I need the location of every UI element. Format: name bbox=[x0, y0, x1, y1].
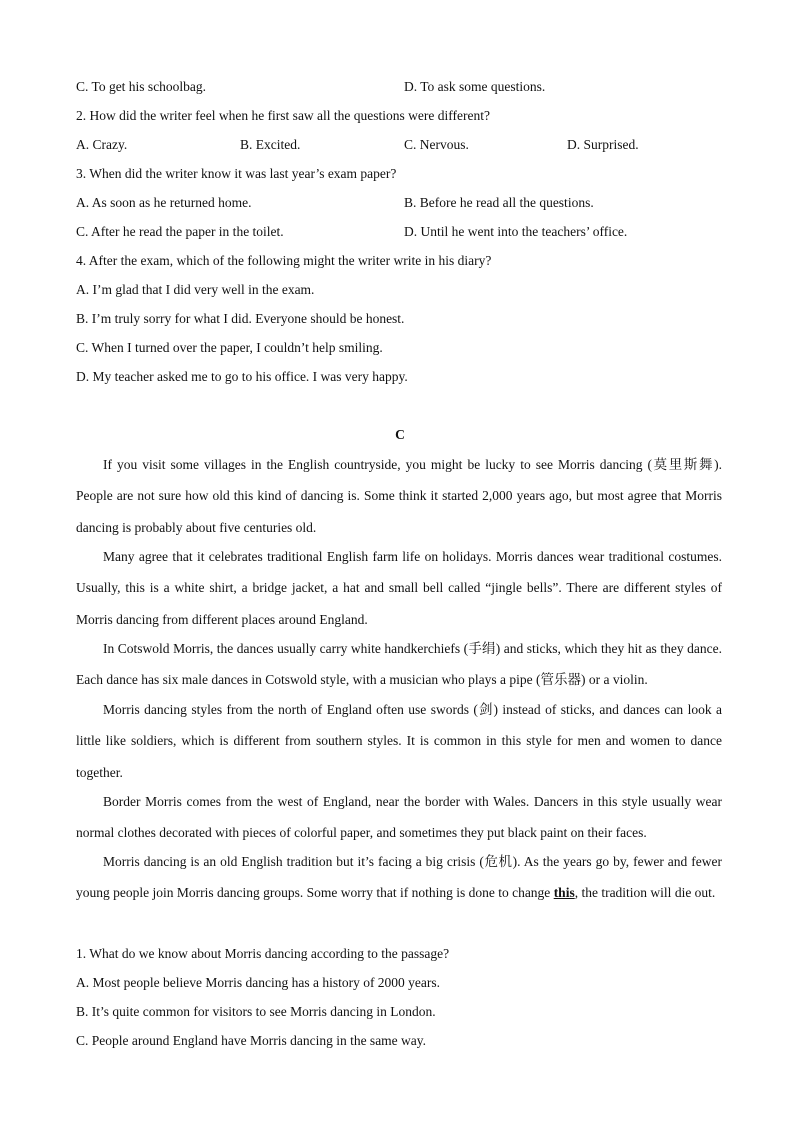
question-3-option-b: B. Before he read all the questions. bbox=[404, 195, 594, 210]
c-question-1-stem: 1. What do we know about Morris dancing according to the passage? bbox=[76, 946, 450, 961]
question-4-option-d: D. My teacher asked me to go to his office. I was very happy. bbox=[76, 369, 408, 384]
passage-paragraph bbox=[76, 694, 722, 788]
question-3-option-d: D. Until he went into the teachers’ office. bbox=[404, 224, 628, 239]
question-4-option-a: A. I’m glad that I did very well in the exam. bbox=[76, 282, 315, 297]
question-3-option-c: C. After he read the paper in the toilet. bbox=[76, 224, 284, 239]
passage-paragraph bbox=[76, 633, 722, 696]
passage-paragraph-last bbox=[76, 846, 722, 909]
paragraph-text: Many agree that it celebrates traditional English farm life on holidays. Morris dances wear traditional costumes. Usually, this is a white shirt, a bridge jacket, a hat and small bell called “jingle bells”. There are different styles of Morris dancing from different places around England. bbox=[76, 549, 722, 627]
c-question-1-option-b: B. It’s quite common for visitors to see Morris dancing in London. bbox=[76, 1004, 436, 1019]
paragraph-text: Border Morris comes from the west of England, near the border with Wales. Dancers in this style usually wear normal clothes decorated with pieces of colorful paper, and sometimes they put black paint on their faces. bbox=[76, 794, 722, 841]
question-4-stem: 4. After the exam, which of the following might the writer write in his diary? bbox=[76, 253, 492, 268]
paragraph-text: Morris dancing styles from the north of England often use swords (剑) instead of sticks, and dances can look a little like soldiers, which is different from southern styles. It is common in this style for men and women to dance together. bbox=[76, 702, 722, 780]
question-2-option-a: A. Crazy. bbox=[76, 137, 128, 152]
paragraph-text: Morris dancing is an old English tradition but it’s facing a big crisis (危机). As the years go by, fewer and fewer young people join Morris dancing groups. Some worry that if nothing is done to change bbox=[76, 854, 722, 901]
c-question-1-option-c: C. People around England have Morris dancing in the same way. bbox=[76, 1033, 427, 1048]
c-question-1-option-a: A. Most people believe Morris dancing has a history of 2000 years. bbox=[76, 975, 441, 990]
paragraph-text-end: , the tradition will die out. bbox=[574, 885, 716, 901]
section-heading: C bbox=[395, 427, 405, 442]
question-4-option-b: B. I’m truly sorry for what I did. Everyone should be honest. bbox=[76, 311, 405, 326]
passage-paragraph bbox=[76, 541, 722, 635]
passage-paragraph bbox=[76, 786, 722, 849]
passage-paragraph bbox=[76, 449, 722, 543]
paragraph-text: If you visit some villages in the English countryside, you might be lucky to see Morris dancing (莫里斯舞). People are not sure how old this kind of dancing is. Some think it started 2,000 years ago, but most agree that Morris dancing is probably about five centuries old. bbox=[76, 457, 722, 535]
question-3-stem: 3. When did the writer know it was last year’s exam paper? bbox=[76, 166, 397, 181]
question-2-option-d: D. Surprised. bbox=[567, 137, 639, 152]
question-2-stem: 2. How did the writer feel when he first saw all the questions were different? bbox=[76, 108, 490, 123]
option-q1-d: D. To ask some questions. bbox=[404, 79, 546, 94]
paragraph-text: In Cotswold Morris, the dances usually carry white handkerchiefs (手绢) and sticks, which they hit as they dance. Each dance has six male dances in Cotswold style, with a musician who plays a pipe (管乐器) or a violin. bbox=[76, 641, 722, 688]
underlined-word: this bbox=[553, 885, 575, 901]
question-2-option-c: C. Nervous. bbox=[404, 137, 469, 152]
question-3-option-a: A. As soon as he returned home. bbox=[76, 195, 252, 210]
option-q1-c: C. To get his schoolbag. bbox=[76, 79, 207, 94]
question-2-option-b: B. Excited. bbox=[240, 137, 301, 152]
question-4-option-c: C. When I turned over the paper, I couldn’t help smiling. bbox=[76, 340, 383, 355]
